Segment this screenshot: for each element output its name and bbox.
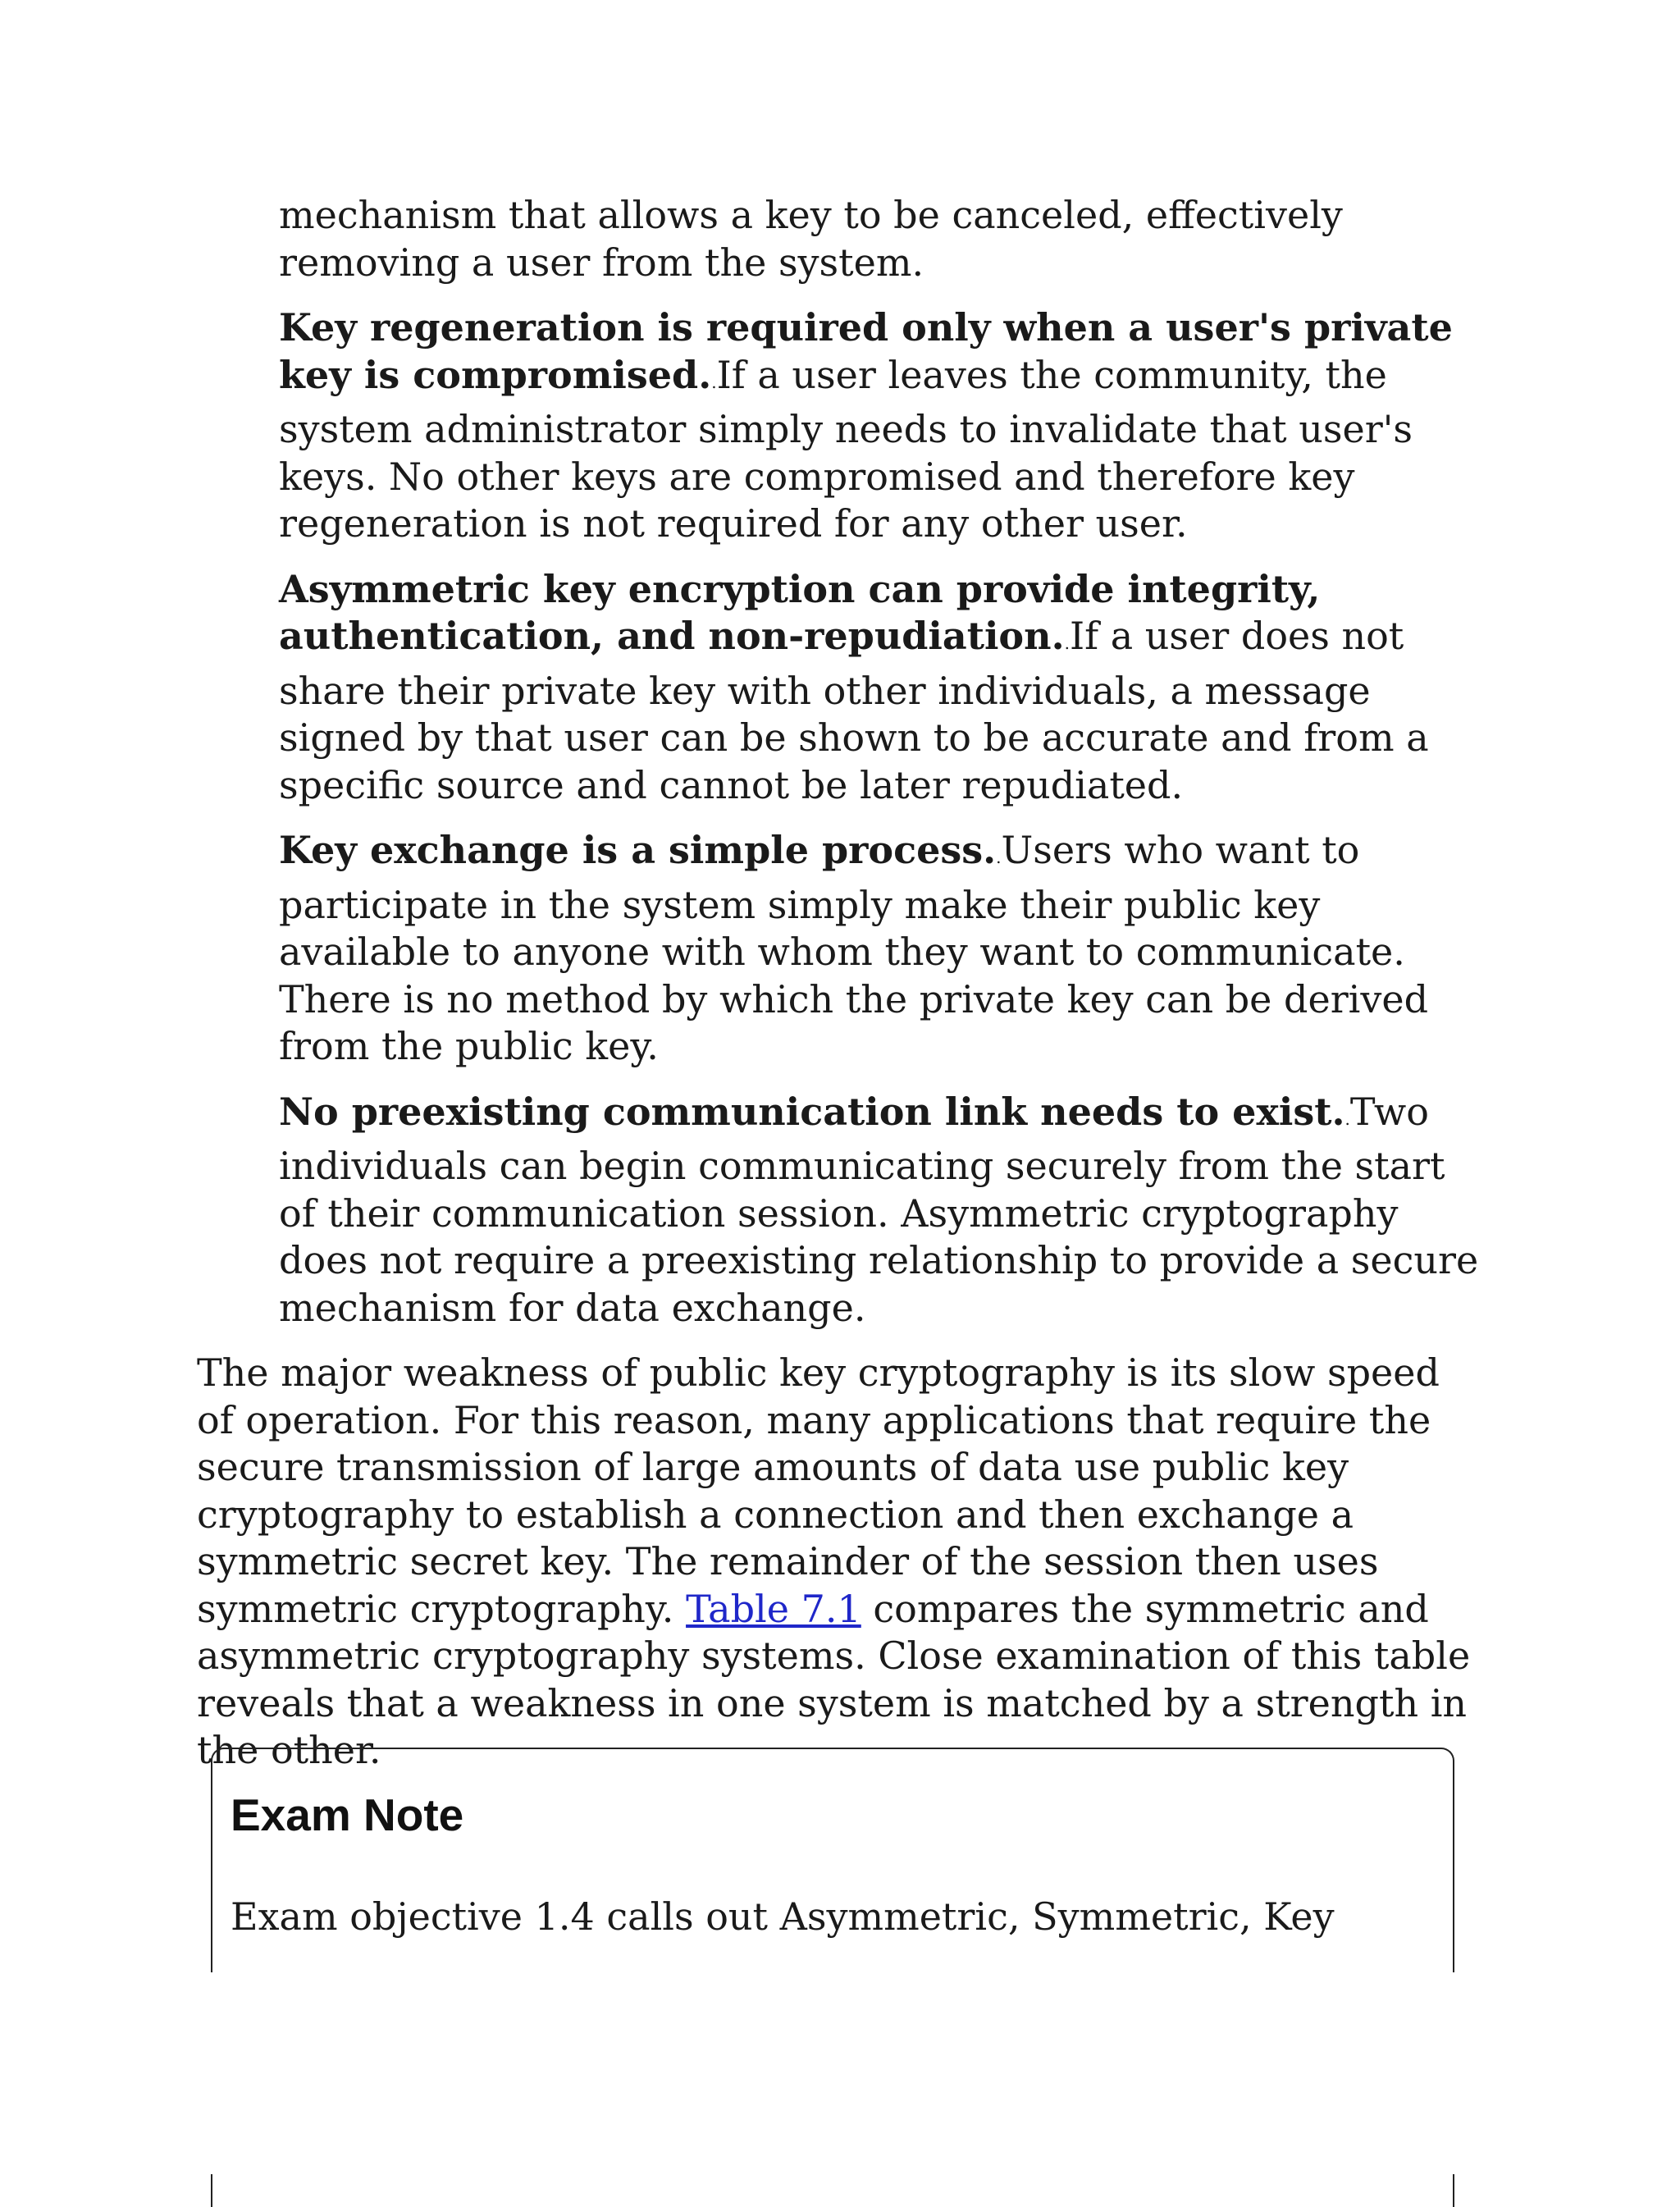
paragraph-text: The major weakness of public key cryptography is its slow speed of operation. For this reason, many applications that require the secure transmission of large amounts of data use public key cryptography to establish a connection and then exchange a symmetric secret key. The remainder of the session then uses symmetric cryptography. [197, 1350, 1440, 1631]
item-lead: Key regeneration is required only when a user's private key is compromised. [279, 305, 1453, 397]
item-text: If a user leaves the community, the system administrator simply needs to invalidate that user's keys. No other keys are compromised and therefore key regeneration is not required for any other user. [279, 352, 1413, 546]
page-bottom-margin [0, 1972, 1680, 2174]
item-lead: No preexisting communication link needs to exist. [279, 1089, 1345, 1134]
paragraph-text-continued: compares the symmetric and asymmetric cryptography systems. Close examination of this table reveals that a weakness in one system is matched by a strength in the other. [197, 1586, 1471, 1772]
item-lead: Asymmetric key encryption can provide integrity, authentication, and non-repudiation. [279, 566, 1321, 658]
separator: . [1064, 633, 1070, 653]
item-text: mechanism that allows a key to be canceled, effectively removing a user from the system. [279, 193, 1343, 285]
note-title: Exam Note [231, 1789, 464, 1840]
item-text: If a user does not share their private key with other individuals, a message signed by that user can be shown to be accurate and from a specific source and cannot be later repudiated. [279, 614, 1429, 807]
list-item [279, 304, 1485, 548]
item-text: Two individuals can begin communicating securely from the start of their communication session. Asymmetric cryptography does not require a preexisting relationship to provide a secure mechanism for data exchange. [279, 1089, 1479, 1330]
list-item [279, 192, 1485, 286]
separator: . [711, 372, 717, 392]
list-item [279, 1089, 1485, 1332]
separator: . [996, 848, 1002, 867]
separator: . [1344, 1108, 1350, 1129]
item-text: Users who want to participate in the system simply make their public key available to anyone with whom they want to communicate. There is no method by which the private key can be derived from the public key. [279, 828, 1429, 1068]
list-item [279, 566, 1485, 810]
document-body [197, 192, 1485, 1812]
note-text: Exam objective 1.4 calls out Asymmetric, Symmetric, Key [231, 1894, 1335, 1939]
item-lead: Key exchange is a simple process. [279, 828, 997, 872]
body-paragraph [197, 1350, 1485, 1775]
table-link[interactable]: Table 7.1 [686, 1586, 861, 1631]
list-item [279, 827, 1485, 1071]
